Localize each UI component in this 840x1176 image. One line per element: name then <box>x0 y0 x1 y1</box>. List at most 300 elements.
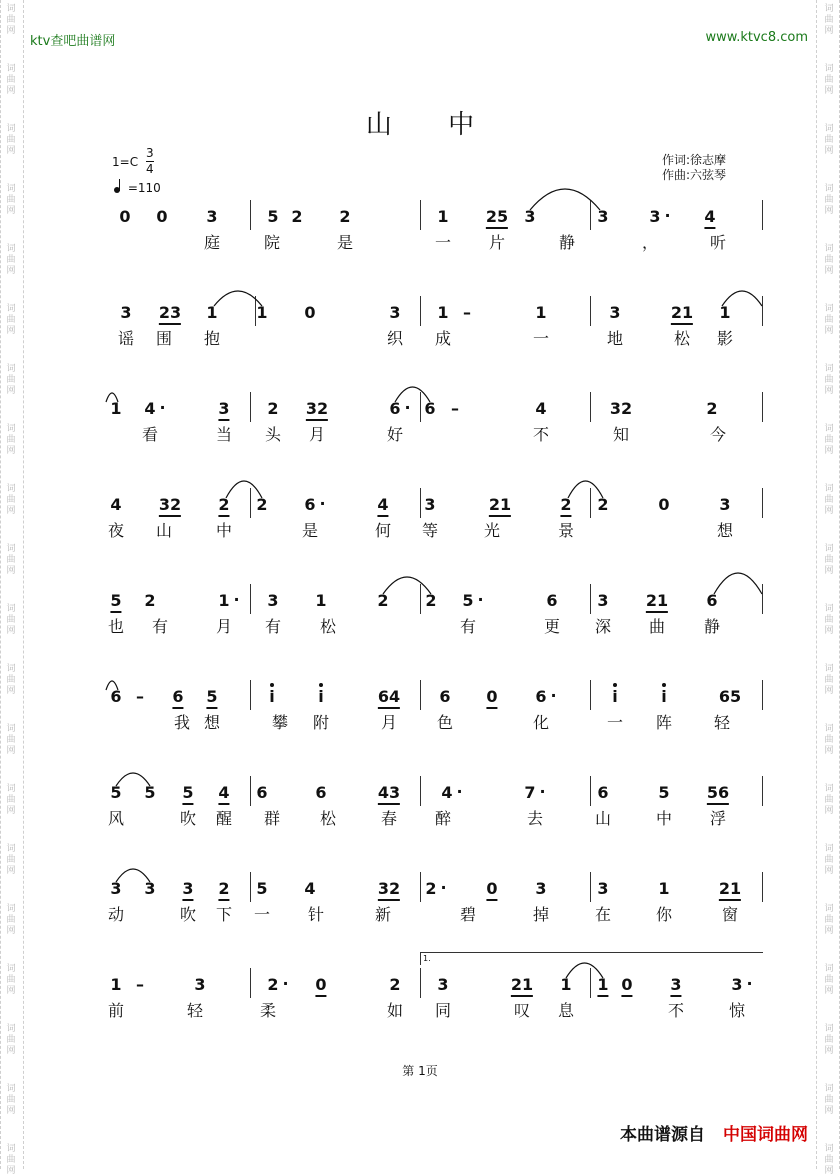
high-octave-dot <box>270 683 274 687</box>
watermark-char: 曲 <box>6 435 16 445</box>
watermark-char: 词 <box>6 964 16 974</box>
lyric-char: 织 <box>386 329 404 348</box>
watermark-char: 曲 <box>6 735 16 745</box>
lyric-char: 如 <box>386 1001 404 1020</box>
watermark-char: 词 <box>6 544 16 554</box>
bar-line <box>590 584 591 614</box>
score-note: 7 · <box>524 784 535 802</box>
score-note: 6 <box>315 783 327 802</box>
watermark-char: 网 <box>824 206 834 216</box>
slur-mark <box>104 678 120 692</box>
score-note: 6 <box>256 783 268 802</box>
score-note: 1 <box>110 975 122 994</box>
bar-line <box>762 872 763 902</box>
score-note: 3 <box>389 303 401 322</box>
slur-mark <box>104 390 120 404</box>
watermark-char: 网 <box>824 686 834 696</box>
watermark-char: 词 <box>6 604 16 614</box>
page-number: 第 1页 <box>402 1064 438 1078</box>
lyric-char: 静 <box>703 617 721 636</box>
lyric-char: 听 <box>709 233 727 252</box>
bar-line <box>590 680 591 710</box>
watermark-char: 网 <box>824 26 834 36</box>
score-note: 3 <box>182 880 193 901</box>
time-signature <box>146 146 154 177</box>
lyric-char: 叹 <box>513 1001 531 1020</box>
bar-line <box>762 392 763 422</box>
lyric-char: 下 <box>215 905 233 924</box>
watermark-char: 网 <box>824 326 834 336</box>
score-note: 21 <box>511 976 533 997</box>
site-name-left[interactable]: ktv查吧曲谱网 <box>30 34 116 49</box>
lyric-char: 在 <box>594 905 612 924</box>
watermark-char: 网 <box>6 326 16 336</box>
watermark-char: 曲 <box>6 375 16 385</box>
watermark-char: 词 <box>6 664 16 674</box>
score-note: 4 <box>218 784 229 805</box>
lyric-char: 抱 <box>203 329 221 348</box>
score-note: 0 <box>621 976 632 997</box>
watermark-char: 网 <box>6 626 16 636</box>
slur-mark <box>720 288 764 308</box>
watermark-char: 网 <box>824 146 834 156</box>
score-note: 0 <box>486 688 497 709</box>
score-note: 5 <box>110 783 122 802</box>
bar-line <box>420 488 421 518</box>
score-note: 4 · <box>441 784 452 802</box>
score-note: 5 <box>206 688 217 709</box>
source-label: 本曲谱源自 <box>620 1125 705 1145</box>
credits <box>662 153 726 183</box>
watermark-char: 网 <box>824 986 834 996</box>
watermark-char: 词 <box>6 304 16 314</box>
score-note: 4 <box>110 495 122 514</box>
lyric-char: 松 <box>319 809 337 828</box>
watermark-char: 网 <box>6 806 16 816</box>
watermark-char: 词 <box>6 724 16 734</box>
bar-line <box>420 776 421 806</box>
score-note: 5 <box>267 207 279 226</box>
lyric-char: 曲 <box>648 617 666 636</box>
lyric-char: 针 <box>307 905 325 924</box>
source-site[interactable]: 中国词曲网 <box>723 1125 808 1145</box>
bar-line <box>250 392 251 422</box>
watermark-char: 词 <box>6 4 16 14</box>
bar-line <box>250 584 251 614</box>
lyric-char: 有 <box>459 617 477 636</box>
volta-label: 1. <box>423 954 431 963</box>
score-note: 1 <box>110 399 122 418</box>
watermark-char: 曲 <box>824 675 834 685</box>
score-note: 6 <box>706 591 718 610</box>
score-note: 6 <box>172 688 183 709</box>
watermark-char: 曲 <box>6 915 16 925</box>
score-note: 1 <box>560 975 572 994</box>
score-note: 0 <box>119 207 131 226</box>
score-note: i <box>269 687 275 706</box>
watermark-char: 网 <box>824 386 834 396</box>
watermark-char: 网 <box>824 1166 834 1176</box>
lyric-char: 看 <box>141 425 159 444</box>
watermark-char: 曲 <box>6 555 16 565</box>
watermark-char: 曲 <box>6 75 16 85</box>
score-note: 3 <box>110 879 122 898</box>
watermark-char: 曲 <box>824 315 834 325</box>
watermark-char: 网 <box>6 1046 16 1056</box>
watermark-char: 词 <box>824 184 834 194</box>
watermark-char: 曲 <box>824 795 834 805</box>
site-url-right[interactable]: www.ktvc8.com <box>705 30 808 45</box>
lyric-char: 去 <box>526 809 544 828</box>
watermark-char: 词 <box>824 4 834 14</box>
score-note: 32 <box>378 880 400 901</box>
tempo-value: =110 <box>127 181 161 195</box>
lyric-char: 有 <box>264 617 282 636</box>
score-note: 6 · <box>389 400 400 418</box>
watermark-char: 词 <box>824 1024 834 1034</box>
watermark-char: 网 <box>6 926 16 936</box>
bar-line <box>762 488 763 518</box>
score-note: 21 <box>489 496 511 517</box>
watermark-char: 网 <box>6 266 16 276</box>
watermark-char: 网 <box>6 386 16 396</box>
lyric-char: 想 <box>716 521 734 540</box>
watermark-char: 曲 <box>6 1095 16 1105</box>
score-note: 5 <box>658 783 670 802</box>
watermark-char: 词 <box>824 664 834 674</box>
lyric-char: 今 <box>709 425 727 444</box>
lyric-char: 地 <box>606 329 624 348</box>
lyric-char: 头 <box>264 425 282 444</box>
score-note: 5 <box>182 784 193 805</box>
score-note: 2 · <box>267 976 278 994</box>
score-note: 3 <box>597 207 609 226</box>
score-note: 1 · <box>218 592 229 610</box>
score-note: – <box>136 687 144 706</box>
score-note: 2 · <box>425 880 436 898</box>
watermark-char: 曲 <box>824 1095 834 1105</box>
score-note: 3 <box>267 591 279 610</box>
lyric-char: 吹 <box>179 809 197 828</box>
watermark-char: 网 <box>824 626 834 636</box>
watermark-char: 词 <box>824 1084 834 1094</box>
lyric-char: 惊 <box>728 1001 746 1020</box>
lyric-char: 成 <box>434 329 452 348</box>
watermark-char: 词 <box>824 424 834 434</box>
score-note: 3 <box>719 495 731 514</box>
score-note: 6 <box>597 783 609 802</box>
score-note: 0 <box>315 976 326 997</box>
lyric-char: 好 <box>386 425 404 444</box>
score-note: 6 <box>439 687 451 706</box>
tempo-marking <box>114 181 161 195</box>
lyric-char: 景 <box>557 521 575 540</box>
watermark-char: 曲 <box>6 975 16 985</box>
score-note: 3 <box>144 879 156 898</box>
lyric-char: 醒 <box>215 809 233 828</box>
score-note: 1 <box>315 591 327 610</box>
score-note: 1 <box>658 879 670 898</box>
score-note: 3 <box>524 207 536 226</box>
high-octave-dot <box>319 683 323 687</box>
watermark-char: 曲 <box>824 495 834 505</box>
watermark-char: 词 <box>824 904 834 914</box>
watermark-char: 网 <box>824 266 834 276</box>
score-note: – <box>463 303 471 322</box>
lyric-char: 院 <box>263 233 281 252</box>
watermark-char: 网 <box>6 206 16 216</box>
watermark-char: 网 <box>6 1166 16 1176</box>
source-credit <box>620 1120 808 1145</box>
watermark-char: 曲 <box>824 1035 834 1045</box>
watermark-char: 曲 <box>6 495 16 505</box>
lyric-char: ， <box>641 233 659 252</box>
score-note: 1 <box>437 207 449 226</box>
watermark-char: 曲 <box>824 435 834 445</box>
score-note: 2 <box>144 591 156 610</box>
bar-line <box>762 680 763 710</box>
slur-mark <box>212 288 264 308</box>
lyric-char: 轻 <box>186 1001 204 1020</box>
watermark-char: 词 <box>6 184 16 194</box>
slur-mark <box>528 186 602 212</box>
lyric-char: 松 <box>673 329 691 348</box>
watermark-char: 曲 <box>824 735 834 745</box>
key-signature: 1=C <box>112 155 139 169</box>
lyric-char: 群 <box>263 809 281 828</box>
score-note: 3 <box>535 879 547 898</box>
lyric-char: 松 <box>319 617 337 636</box>
lyric-char: 深 <box>594 617 612 636</box>
watermark-char: 词 <box>6 244 16 254</box>
lyric-char: 更 <box>543 617 561 636</box>
watermark-char: 曲 <box>6 15 16 25</box>
quarter-note-icon <box>114 187 120 193</box>
lyric-char: 影 <box>716 329 734 348</box>
watermark-char: 词 <box>824 604 834 614</box>
lyric-char: 当 <box>215 425 233 444</box>
score-note: i <box>661 687 667 706</box>
watermark-char: 词 <box>6 1024 16 1034</box>
lyric-char: 想 <box>203 713 221 732</box>
score-note: 2 <box>425 591 437 610</box>
bar-line <box>250 680 251 710</box>
watermark-char: 网 <box>6 566 16 576</box>
bar-line <box>590 296 591 326</box>
score-note: 6 · <box>304 496 315 514</box>
watermark-char: 词 <box>6 364 16 374</box>
watermark-char: 曲 <box>824 135 834 145</box>
score-note: 32 <box>159 496 181 517</box>
lyric-char: 动 <box>107 905 125 924</box>
lyric-char: 一 <box>434 233 452 252</box>
lyric-char: 围 <box>155 329 173 348</box>
lyric-char: 化 <box>532 713 550 732</box>
score-note: 23 <box>159 304 181 325</box>
watermark-char: 词 <box>824 844 834 854</box>
watermark-char: 词 <box>6 844 16 854</box>
watermark-char: 曲 <box>824 255 834 265</box>
lyric-char: 你 <box>655 905 673 924</box>
watermark-char: 网 <box>6 686 16 696</box>
watermark-char: 词 <box>6 424 16 434</box>
composer: 作曲:六弦琴 <box>662 168 727 182</box>
score-note: 1 <box>437 303 449 322</box>
slur-mark <box>114 770 152 788</box>
lyric-char: 中 <box>215 521 233 540</box>
watermark-char: 曲 <box>6 195 16 205</box>
lyric-char: 庭 <box>203 233 221 252</box>
watermark-char: 网 <box>6 26 16 36</box>
lyric-char: 窗 <box>721 905 739 924</box>
time-signature-top: 3 <box>146 146 154 160</box>
watermark-char: 网 <box>824 566 834 576</box>
watermark-char: 词 <box>6 64 16 74</box>
score-note: 0 <box>658 495 670 514</box>
watermark-char: 词 <box>824 64 834 74</box>
watermark-char: 曲 <box>824 195 834 205</box>
score-note: 21 <box>646 592 668 613</box>
lyric-char: 有 <box>151 617 169 636</box>
score-note: 56 <box>707 784 729 805</box>
bar-line <box>420 680 421 710</box>
score-note: 4 <box>704 208 715 229</box>
lyric-char: 何 <box>374 521 392 540</box>
score-note: 2 <box>218 880 229 901</box>
bar-line <box>250 968 251 998</box>
lyric-char: 月 <box>380 713 398 732</box>
watermark-char: 词 <box>6 904 16 914</box>
score-note: 3 <box>597 879 609 898</box>
high-octave-dot <box>662 683 666 687</box>
watermark-char: 网 <box>6 1106 16 1116</box>
time-signature-bottom: 4 <box>146 162 154 176</box>
slur-mark <box>381 574 433 596</box>
watermark-char: 网 <box>824 446 834 456</box>
score-note: 5 · <box>462 592 473 610</box>
lyric-char: 不 <box>667 1001 685 1020</box>
lyric-char: 片 <box>488 233 506 252</box>
watermark-char: 词 <box>824 304 834 314</box>
score-note: 4 <box>304 879 316 898</box>
score-note: 21 <box>671 304 693 325</box>
score-note: 65 <box>718 687 742 706</box>
lyric-char: 月 <box>215 617 233 636</box>
lyric-char: 谣 <box>117 329 135 348</box>
bar-line <box>762 776 763 806</box>
lyric-char: 柔 <box>259 1001 277 1020</box>
watermark-char: 曲 <box>6 135 16 145</box>
watermark-char: 曲 <box>824 855 834 865</box>
bar-line <box>420 200 421 230</box>
watermark-char: 词 <box>824 544 834 554</box>
score-note: 5 <box>110 592 121 613</box>
score-note: 2 <box>256 495 268 514</box>
slur-mark <box>566 478 605 500</box>
watermark-char: 曲 <box>6 675 16 685</box>
watermark-char: 网 <box>6 506 16 516</box>
lyric-char: 光 <box>483 521 501 540</box>
score-note: 2 <box>389 975 401 994</box>
score-note: 32 <box>306 400 328 421</box>
watermark-char: 曲 <box>6 1035 16 1045</box>
lyric-char: 不 <box>532 425 550 444</box>
score-note: 4 <box>535 399 547 418</box>
bar-line <box>590 872 591 902</box>
watermark-char: 网 <box>824 506 834 516</box>
bar-line <box>250 776 251 806</box>
watermark-char: 曲 <box>824 555 834 565</box>
slur-mark <box>114 866 152 884</box>
score-note: 3 <box>194 975 206 994</box>
bar-line <box>420 296 421 326</box>
watermark-char: 曲 <box>824 975 834 985</box>
watermark-char: 词 <box>824 124 834 134</box>
lyric-char: 等 <box>421 521 439 540</box>
lyric-char: 附 <box>312 713 330 732</box>
score-note: – <box>451 399 459 418</box>
lyric-char: 一 <box>532 329 550 348</box>
lyric-char: 醉 <box>434 809 452 828</box>
score-note: 0 <box>304 303 316 322</box>
score-note: 0 <box>156 207 168 226</box>
watermark-char: 词 <box>6 1144 16 1154</box>
score-note: 2 <box>218 496 229 517</box>
watermark-char: 词 <box>6 1084 16 1094</box>
slur-mark <box>224 478 264 500</box>
watermark-char: 曲 <box>824 75 834 85</box>
score-note: 6 · <box>535 688 546 706</box>
watermark-char: 网 <box>6 746 16 756</box>
lyric-char: 同 <box>434 1001 452 1020</box>
watermark-char: 网 <box>6 146 16 156</box>
score-note: 2 <box>597 495 609 514</box>
score-note: 25 <box>486 208 508 229</box>
watermark-char: 曲 <box>6 855 16 865</box>
watermark-char: 词 <box>824 364 834 374</box>
score-note: 3 <box>424 495 436 514</box>
watermark-char: 曲 <box>824 15 834 25</box>
lyric-char: 山 <box>155 521 173 540</box>
score-note: 2 <box>291 207 303 226</box>
high-octave-dot <box>613 683 617 687</box>
bar-line <box>762 200 763 230</box>
lyric-char: 一 <box>606 713 624 732</box>
bar-line <box>250 200 251 230</box>
watermark-char: 曲 <box>824 375 834 385</box>
lyric-char: 轻 <box>713 713 731 732</box>
watermark-char: 词 <box>6 484 16 494</box>
watermark-char: 网 <box>824 806 834 816</box>
score-note: 21 <box>719 880 741 901</box>
score-note: 2 <box>377 591 389 610</box>
score-note: 5 <box>256 879 268 898</box>
watermark-char: 曲 <box>6 615 16 625</box>
lyric-char: 息 <box>557 1001 575 1020</box>
lyric-char: 月 <box>308 425 326 444</box>
lyric-char: 色 <box>436 713 454 732</box>
score-note: i <box>318 687 324 706</box>
score-note: 1 <box>597 976 608 997</box>
lyric-char: 夜 <box>107 521 125 540</box>
watermark-char: 曲 <box>6 315 16 325</box>
score-note: 6 <box>546 591 558 610</box>
score-note: 3 · <box>649 208 660 226</box>
watermark-char: 词 <box>824 1144 834 1154</box>
lyric-char: 中 <box>655 809 673 828</box>
bar-line <box>590 776 591 806</box>
score-note: 2 <box>267 399 279 418</box>
